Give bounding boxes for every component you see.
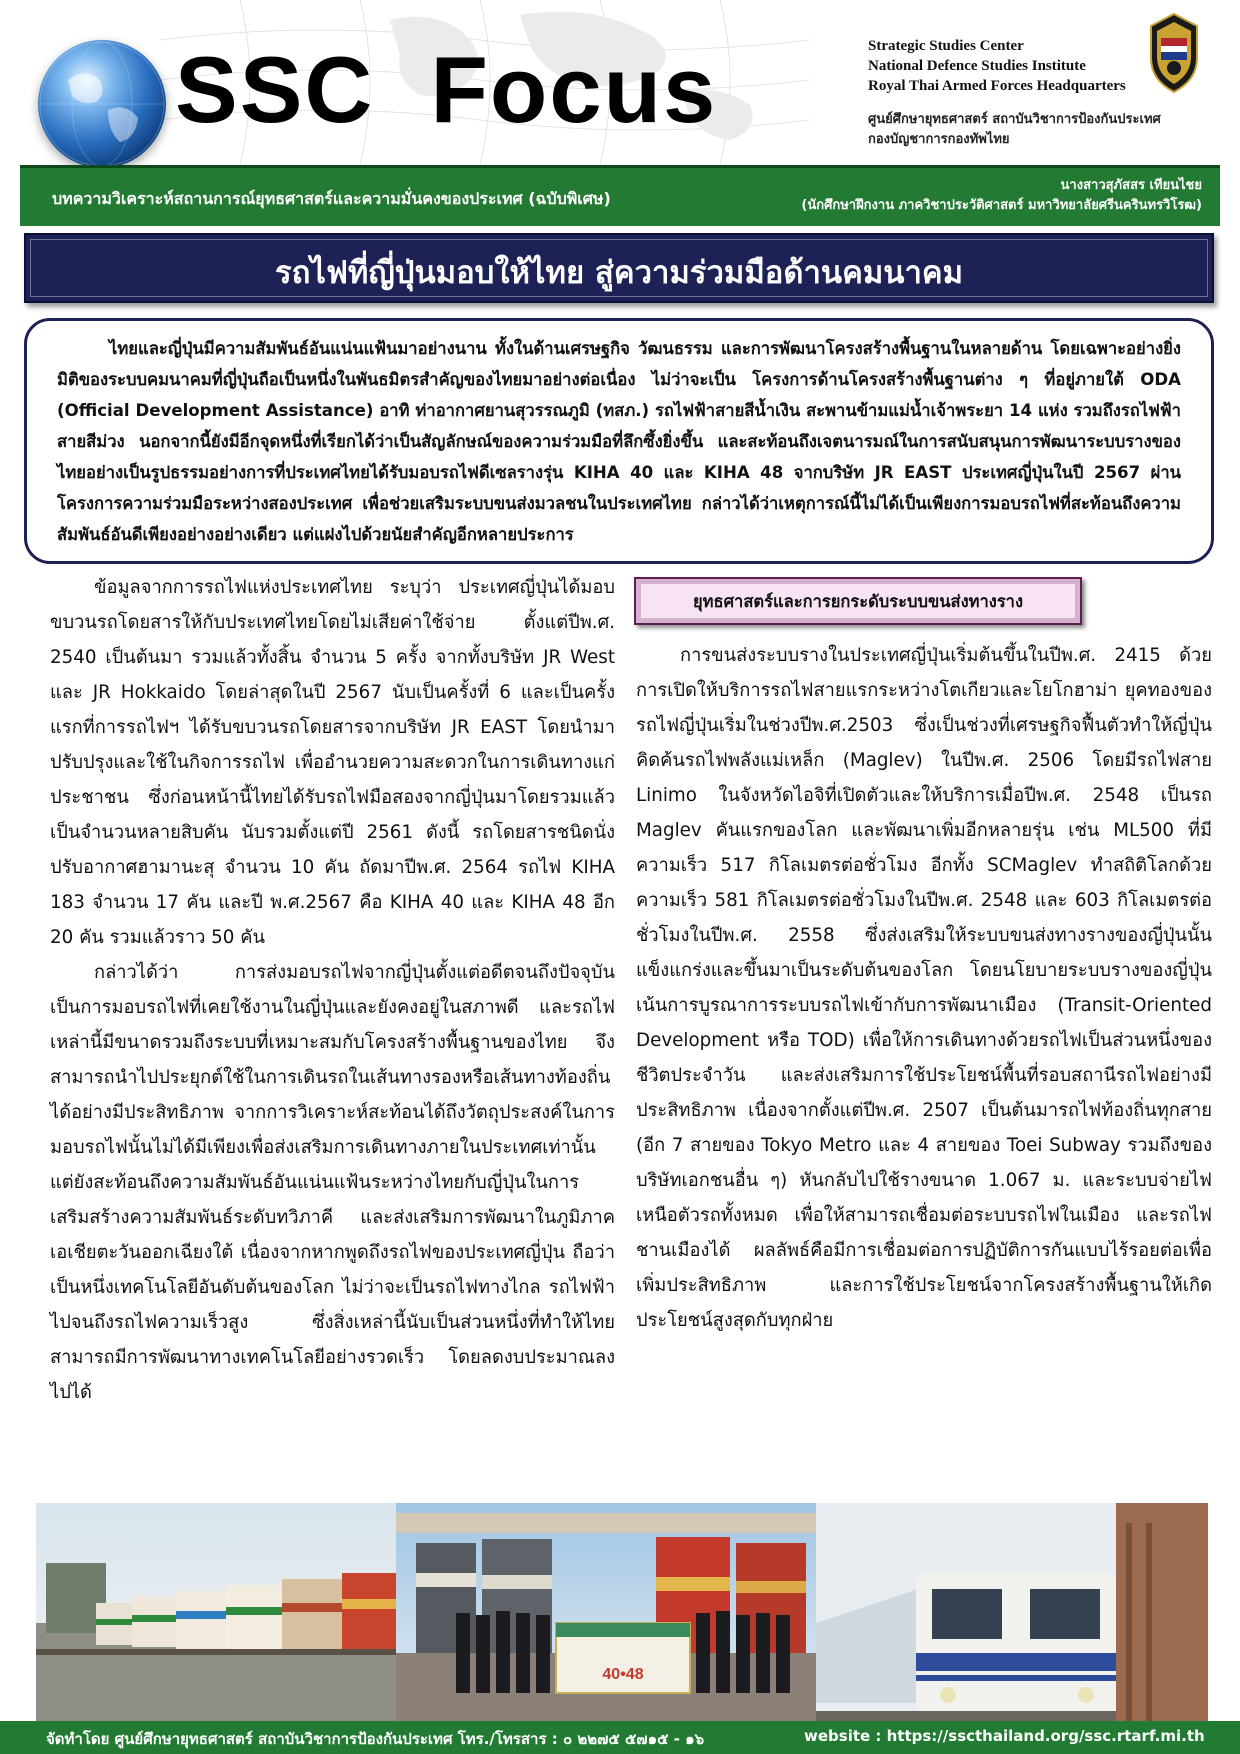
photo-kiha-train (816, 1503, 1208, 1723)
org-line: กองบัญชาการกองทัพไทย (868, 132, 1010, 147)
org-line: National Defence Studies Institute (868, 58, 1086, 74)
section-heading: ยุทธศาสตร์และการยกระดับระบบขนส่งทางราง (692, 592, 1024, 611)
body-paragraph: ข้อมูลจากการรถไฟแห่งประเทศไทย ระบุว่า ประเทศญี่ปุ่นได้มอบขบวนรถโดยสารให้กับประเทศไทยโดยไม่เสียค่าใช้จ่าย ตั้งแต่ปีพ.ศ. 2540 เป็นต้นมา รวมแล้วทั้งสิ้น จำนวน 5 ครั้ง จากทั้งบริษัท JR West และ JR Hokkaido โดยล่าสุดในปี 2567 นับเป็นครั้งที่ 6 และเป็นครั้งแรกที่การรถไฟฯ ได้รับขบวนรถโดยสารจากบริษัท JR EAST โดยนำมาปรับปรุงและใช้ในกิจการรถไฟ เพื่ออำนวยความสะดวกในการเดินทางแก่ประชาชน ซึ่งก่อนหน้านี้ไทยได้รับรถไฟมือสองจากญี่ปุ่นมาโดยรวมแล้วเป็นจำนวนหลายสิบคัน นับรวมตั้งแต่ปี 2561 ดังนี้ รถโดยสารชนิดนั่งปรับอากาศฮามานะสุ จำนวน 10 คัน ถัดมาปีพ.ศ. 2564 รถไฟ KIHA 183 จำนวน 17 คัน และปี พ.ศ.2567 คือ KIHA 40 และ KIHA 48 อีก 20 คัน รวมแล้วราว 50 คัน (50, 577, 615, 948)
rtarf-emblem-icon (1145, 12, 1203, 94)
brand-title: SSC Focus (175, 37, 718, 142)
headline-banner (24, 233, 1214, 303)
section-heading-box (634, 577, 1082, 625)
org-line: Strategic Studies Center (868, 38, 1024, 54)
globe-logo (38, 40, 166, 168)
abstract-box (24, 318, 1214, 564)
organization-english (868, 36, 1126, 96)
author-name: นางสาวสุภัสสร เทียนไชย (1060, 178, 1202, 193)
body-paragraph: กล่าวได้ว่า การส่งมอบรถไฟจากญี่ปุ่นตั้งแต่อดีตจนถึงปัจจุบันเป็นการมอบรถไฟที่เคยใช้งานในญี่ปุ่นและยังคงอยู่ในสภาพดี และรถไฟเหล่านี้มีขนาดรวมถึงระบบที่เหมาะสมกับโครงสร้างพื้นฐานของไทย จึงสามารถนำไปประยุกต์ใช้ในการเดินรถในเส้นทางรองหรือเส้นทางท้องถิ่นได้อย่างมีประสิทธิภาพ จากการวิเคราะห์สะท้อนได้ถึงวัตถุประสงค์ในการมอบรถไฟนั้นไม่ได้มีเพียงเพื่อส่งเสริมการเดินทางภายในประเทศเท่านั้น แต่ยังสะท้อนถึงความสัมพันธ์อันแน่นแฟ้นระหว่างไทยกับญี่ปุ่นในการเสริมสร้างความสัมพันธ์ระดับทวิภาคี และส่งเสริมการพัฒนาในภูมิภาคเอเชียตะวันออกเฉียงใต้ เนื่องจากหากพูดถึงรถไฟของประเทศญี่ปุ่น ถือว่าเป็นหนึ่งเทคโนโลยีอันดับต้นของโลก ไม่ว่าจะเป็นรถไฟทางไกล รถไฟฟ้า ไปจนถึงรถไฟความเร็วสูง ซึ่งสิ่งเหล่านี้นับเป็นส่วนหนึ่งที่ทำให้ไทยสามารถมีการพัฒนาทางเทคโนโลยีอย่างรวดเร็ว โดยลดงบประมาณลงไปได้ (50, 962, 615, 1403)
photo-parked-trains (36, 1503, 396, 1723)
footer-website[interactable]: website : https://sscthailand.org/ssc.rtarf.mi.th (804, 1727, 1205, 1745)
article-title: รถไฟที่ญี่ปุ่นมอบให้ไทย สู่ความร่วมมือด้านคมนาคม (274, 255, 964, 291)
body-paragraph: การขนส่งระบบรางในประเทศญี่ปุ่นเริ่มต้นขึ้นในปีพ.ศ. 2415 ด้วยการเปิดให้บริการรถไฟสายแรกระหว่างโตเกียวและโยโกฮาม่า ยุคทองของรถไฟญี่ปุ่นเริ่มในช่วงปีพ.ศ.2503 ซึ่งเป็นช่วงที่เศรษฐกิจฟื้นตัวทำให้ญี่ปุ่นคิดค้นรถไฟพลังแม่เหล็ก (Maglev) ในปีพ.ศ. 2506 โดยมีรถไฟสาย Linimo ในจังหวัดไอจิที่เปิดตัวและให้บริการเมื่อปีพ.ศ. 2548 เป็นรถ Maglev คันแรกของโลก และพัฒนาเพิ่มอีกหลายรุ่น เช่น ML500 ที่มีความเร็ว 517 กิโลเมตรต่อชั่วโมง อีกทั้ง SCMaglev ทำสถิติโลกด้วยความเร็ว 581 กิโลเมตรต่อชั่วโมงในปีพ.ศ. 2548 และ 603 กิโลเมตรต่อชั่วโมงในปีพ.ศ. 2558 ซึ่งส่งเสริมให้ระบบขนส่งทางรางของญี่ปุ่นนั้นแข็งแกร่งและขึ้นมาเป็นระดับต้นของโลก โดยนโยบายระบบรางของญี่ปุ่นเน้นการบูรณาการระบบรถไฟเข้ากับการพัฒนาเมือง (Transit-Oriented Development หรือ TOD) เพื่อให้การเดินทางด้วยรถไฟเป็นส่วนหนึ่งของชีวิตประจำวัน และส่งเสริมการใช้ประโยชน์พื้นที่รอบสถานีรถไฟอย่างมีประสิทธิภาพ เนื่องจากตั้งแต่ปีพ.ศ. 2507 เป็นต้นมารถไฟท้องถิ่นทุกสาย (อีก 7 สายของ Tokyo Metro และ 4 สายของ Toei Subway รวมถึงของบริษัทเอกชนอื่น ๆ) หันกลับไปใช้รางขนาด 1.067 ม. และระบบจ่ายไฟเหนือตัวรถทั้งหมด เพื่อให้สามารถเชื่อมต่อระบบรถไฟในเมือง และรถไฟชานเมืองได้ ผลลัพธ์คือมีการเชื่อมต่อการปฏิบัติการกันแบบไร้รอยต่อเพื่อเพิ่มประสิทธิภาพ และการใช้ประโยชน์จากโครงสร้างพื้นฐานให้เกิดประโยชน์สูงสุดกับทุกฝ่าย (636, 645, 1212, 1331)
org-line: Royal Thai Armed Forces Headquarters (868, 78, 1126, 94)
footer-band (0, 1721, 1240, 1754)
organization-thai (868, 110, 1161, 150)
photo-handover-ceremony (396, 1503, 816, 1723)
masthead (0, 0, 1240, 165)
series-band (20, 165, 1220, 226)
left-column (50, 570, 615, 1410)
footer-credit: จัดทำโดย ศูนย์ศึกษายุทธศาสตร์ สถาบันวิชาการป้องกันประเทศ โทร./โทรสาร : ๐ ๒๒๗๕ ๕๗๑๕ - ๑๖ (46, 1730, 705, 1748)
train-photo-collage (36, 1503, 1208, 1723)
author-affiliation: (นักศึกษาฝึกงาน ภาควิชาประวัติศาสตร์ มหาวิทยาลัยศรีนครินทรวิโรฒ) (801, 198, 1202, 213)
series-title: บทความวิเคราะห์สถานการณ์ยุทธศาสตร์และความมั่นคงของประเทศ (ฉบับพิเศษ) (52, 189, 611, 208)
abstract-text: ไทยและญี่ปุ่นมีความสัมพันธ์อันแน่นแฟ้นมาอย่างนาน ทั้งในด้านเศรษฐกิจ วัฒนธรรม และการพัฒนาโครงสร้างพื้นฐานในหลายด้าน โดยเฉพาะอย่างยิ่ง มิติของระบบคมนาคมที่ญี่ปุ่นถือเป็นหนึ่งในพันธมิตรสำคัญของไทยมาอย่างต่อเนื่อง ไม่ว่าจะเป็น โครงการด้านโครงสร้างพื้นฐานต่าง ๆ ที่อยู่ภายใต้ ODA (Official Development Assistance) อาทิ ท่าอากาศยานสุวรรณภูมิ (ทสภ.) รถไฟฟ้าสายสีน้ำเงิน สะพานข้ามแม่น้ำเจ้าพระยา 14 แห่ง รวมถึงรถไฟฟ้าสายสีม่วง นอกจากนี้ยังมีอีกจุดหนึ่งที่เรียกได้ว่าเป็นสัญลักษณ์ของความร่วมมือที่ลึกซึ้งยิ่งขึ้น และสะท้อนถึงเจตนารมณ์ในการสนับสนุนการพัฒนาระบบรางของไทยอย่างเป็นรูปธรรมอย่างการที่ประเทศไทยได้รับมอบรถไฟดีเซลรางรุ่น KIHA 40 และ KIHA 48 จากบริษัท JR EAST ประเทศญี่ปุ่นในปี 2567 ผ่านโครงการความร่วมมือระหว่างสองประเทศ เพื่อช่วยเสริมระบบขนส่งมวลชนในประเทศไทย กล่าวได้ว่าเหตุการณ์นี้ไม่ได้เป็นเพียงการมอบรถไฟที่สะท้อนถึงความสัมพันธ์อันดีเพียงอย่างอย่างเดียว แต่แฝงไปด้วยนัยสำคัญอีกหลายประการ (57, 339, 1181, 544)
banner-label: 40•48 (602, 1666, 644, 1683)
org-line: ศูนย์ศึกษายุทธศาสตร์ สถาบันวิชาการป้องกันประเทศ (868, 112, 1161, 127)
author-block (801, 176, 1202, 216)
right-column (636, 638, 1212, 1338)
